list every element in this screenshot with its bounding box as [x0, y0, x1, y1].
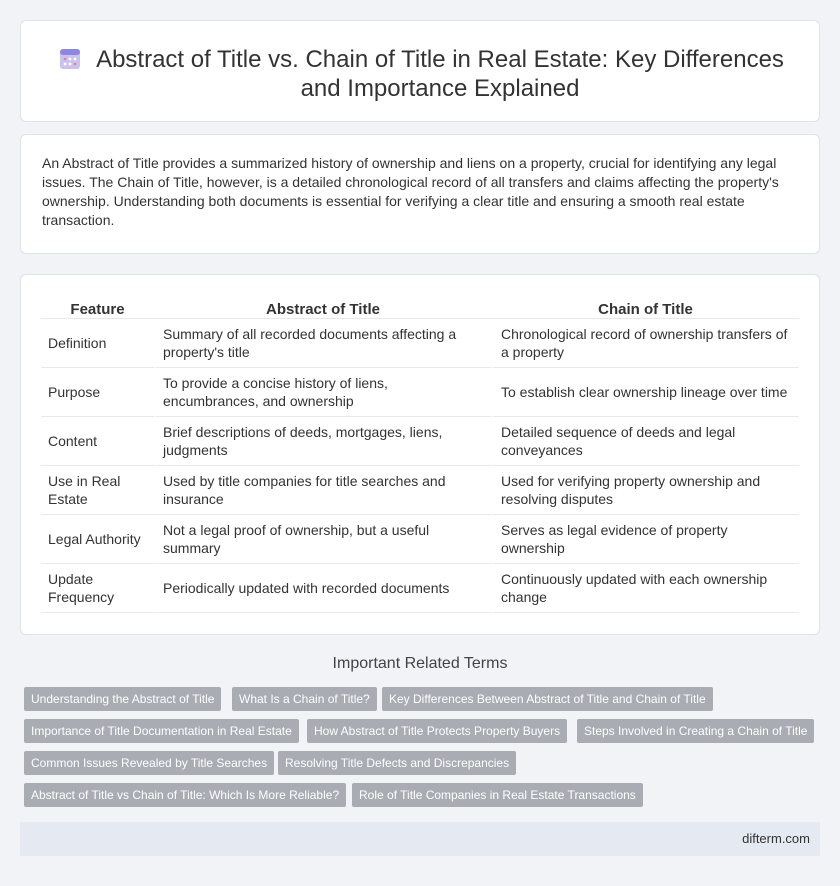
table-row — [41, 564, 799, 613]
row-feature: Purpose — [41, 368, 154, 417]
footer-site-link[interactable]: difterm.com — [742, 831, 810, 846]
comparison-table-card — [20, 274, 820, 635]
comparison-table — [41, 295, 799, 613]
row-abstract: Not a legal proof of ownership, but a useful summary — [154, 515, 492, 564]
row-abstract: Brief descriptions of deeds, mortgages, liens, judgments — [154, 417, 492, 466]
table-row — [41, 368, 799, 417]
related-term-tag[interactable]: Resolving Title Defects and Discrepancies — [278, 751, 516, 775]
row-abstract: Used by title companies for title searches and insurance — [154, 466, 492, 515]
calendar-grid-icon — [59, 47, 81, 71]
footer — [20, 822, 820, 856]
table-row — [41, 417, 799, 466]
row-abstract: Periodically updated with recorded documents — [154, 564, 492, 613]
row-feature: Update Frequency — [41, 564, 154, 613]
row-feature: Content — [41, 417, 154, 466]
table-header-row — [41, 295, 799, 319]
related-term-tag[interactable]: Key Differences Between Abstract of Title and Chain of Title — [382, 687, 713, 711]
related-term-tag[interactable]: Common Issues Revealed by Title Searches — [24, 751, 274, 775]
related-term-tag[interactable]: Role of Title Companies in Real Estate Transactions — [352, 783, 643, 807]
table-row — [41, 515, 799, 564]
header-abstract: Abstract of Title — [154, 295, 492, 319]
row-chain: Chronological record of ownership transfers of a property — [492, 319, 799, 368]
row-chain: Serves as legal evidence of property ownership — [492, 515, 799, 564]
header-card — [20, 20, 820, 122]
related-term-tag[interactable]: Abstract of Title vs Chain of Title: Which Is More Reliable? — [24, 783, 346, 807]
related-term-tag[interactable]: How Abstract of Title Protects Property Buyers — [307, 719, 567, 743]
row-abstract: To provide a concise history of liens, encumbrances, and ownership — [154, 368, 492, 417]
related-terms-heading: Important Related Terms — [332, 655, 508, 672]
intro-card — [20, 134, 820, 254]
header-chain: Chain of Title — [492, 295, 799, 319]
table-row — [41, 319, 799, 368]
row-feature: Use in Real Estate — [41, 466, 154, 515]
row-chain: Continuously updated with each ownership change — [492, 564, 799, 613]
intro-text: An Abstract of Title provides a summarized history of ownership and liens on a property, crucial for identifying any legal issues. The Chain of Title, however, is a detailed chronological record of all transfers and claims affecting the property's ownership. Understanding both documents is essential for verifying a clear title and ensuring a smooth real estate transaction. — [42, 155, 779, 228]
row-feature: Legal Authority — [41, 515, 154, 564]
related-term-tag[interactable]: Steps Involved in Creating a Chain of Title — [577, 719, 814, 743]
row-chain: Used for verifying property ownership and resolving disputes — [492, 466, 799, 515]
row-chain: Detailed sequence of deeds and legal conveyances — [492, 417, 799, 466]
row-abstract: Summary of all recorded documents affecting a property's title — [154, 319, 492, 368]
row-chain: To establish clear ownership lineage over time — [492, 368, 799, 417]
related-term-tag[interactable]: What Is a Chain of Title? — [232, 687, 377, 711]
row-feature: Definition — [41, 319, 154, 368]
header-feature: Feature — [41, 295, 154, 319]
related-term-tag[interactable]: Importance of Title Documentation in Real Estate — [24, 719, 299, 743]
title-area — [21, 21, 819, 121]
page-title: Abstract of Title vs. Chain of Title in Real Estate: Key Differences and Importance Explained — [96, 46, 784, 102]
related-term-tag[interactable]: Understanding the Abstract of Title — [24, 687, 221, 711]
table-row — [41, 466, 799, 515]
